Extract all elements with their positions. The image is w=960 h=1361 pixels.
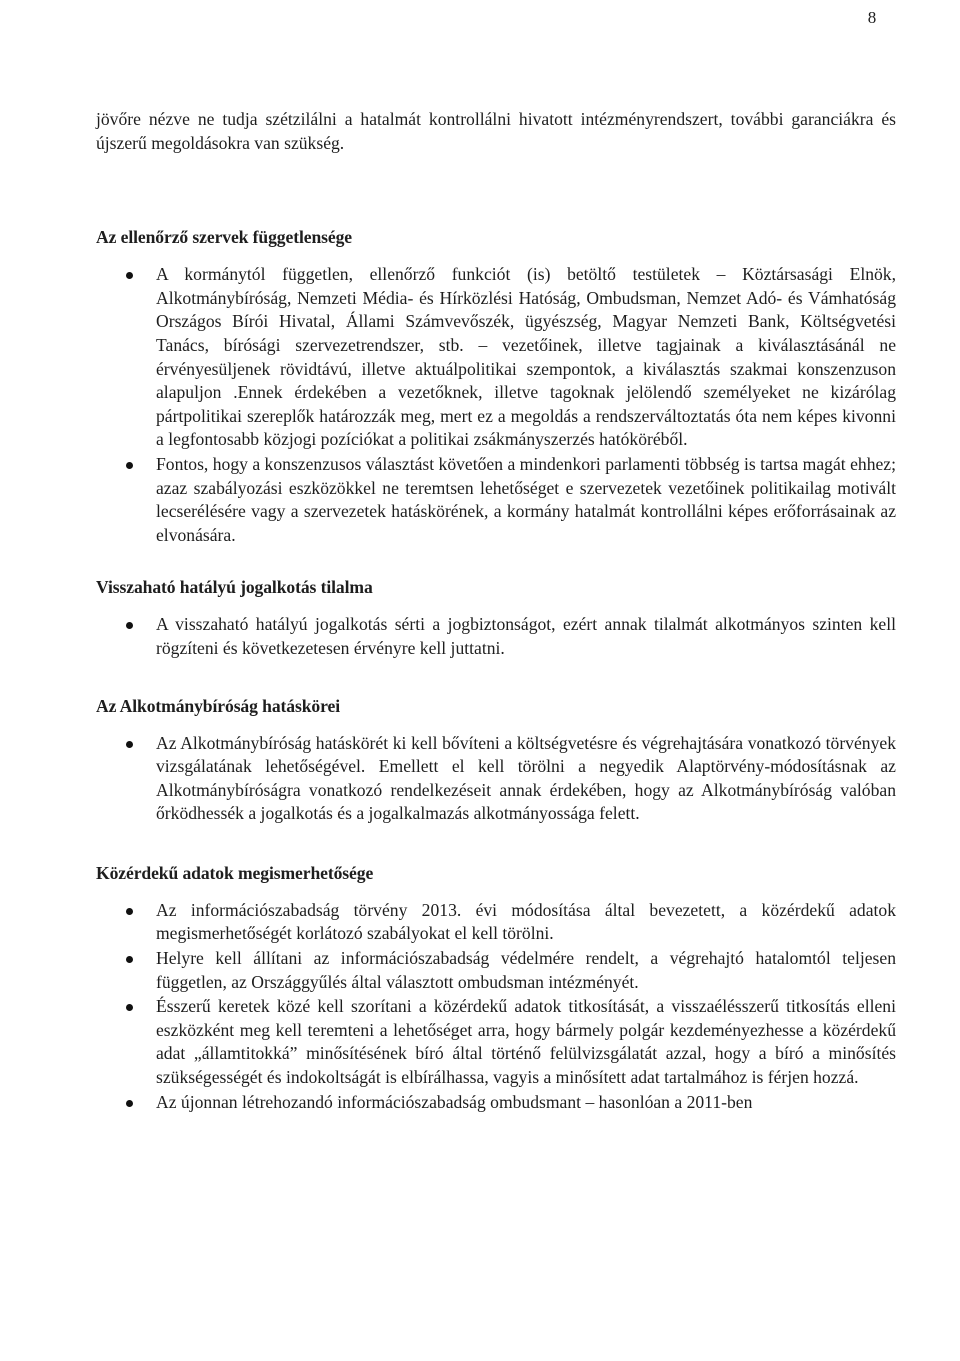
section-heading — [96, 225, 896, 249]
section-heading — [96, 694, 896, 718]
section-independence — [96, 225, 896, 547]
section-heading — [96, 861, 896, 885]
list-item — [96, 947, 896, 994]
document-body — [96, 108, 896, 1138]
bullet-list — [96, 732, 896, 826]
list-item — [96, 263, 896, 452]
section-public-data — [96, 861, 896, 1114]
list-item-text: A visszaható hatályú jogalkotás sérti a jogbiztonságot, ezért annak tilalmát alkotmányos szinten kell rögzíteni és következetesen érvényre kell juttatni. — [156, 614, 896, 658]
bullet-icon — [126, 622, 133, 629]
bullet-icon — [126, 956, 133, 963]
list-item-text: Az információszabadság törvény 2013. évi módosítása által bevezetett, a közérdekű adatok megismerhetőségét korlátozó szabályokat el kell törölni. — [156, 899, 896, 944]
bullet-list — [96, 899, 896, 1114]
list-item — [96, 732, 896, 826]
list-item-text: Az Alkotmánybíróság hatáskörét ki kell bővíteni a költségvetésre és végrehajtására vonatkozó törvények vizsgálatának lehetőségével. Emellett el kell törölni a negyedik Alaptörvény-módosításnak az Alkotmánybíróságra vonatkozó rendelkezéseit annak érdekében, hogy az Alkotmánybíróság valóban őrködhessék a jogalkotás és a jogalkalmazás alkotmányossága felett. — [156, 732, 896, 824]
bullet-icon — [126, 908, 133, 915]
list-item-text: Ésszerű keretek közé kell szorítani a közérdekű adatok titkosítását, a visszaélésszerű titkosítás elleni eszközként meg kell teremteni a lehetőséget arra, hogy bármely polgár kezdeményezhesse a közérdekű adat „államtitokká” minősítésének bíró által történő felülvizsgálatát azzal, hogy a bíró a minősítés szükségességét és indokoltságát is elbírálhassa, vagyis a minősített adat tartalmához is férjen hozzá. — [156, 996, 896, 1088]
list-item — [96, 613, 896, 660]
bullet-icon — [126, 1004, 133, 1011]
page-number: 8 — [867, 8, 877, 27]
bullet-icon — [126, 272, 133, 279]
list-item-text: Helyre kell állítani az információszabadság védelmére rendelt, a végrehajtó hatalomtól teljesen független, az Országgyűlés által választott ombudsman intézményét. — [156, 948, 896, 992]
list-item — [96, 453, 896, 547]
bullet-list — [96, 263, 896, 547]
bullet-icon — [126, 1100, 133, 1107]
section-heading-text: Az Alkotmánybíróság hatáskörei — [96, 695, 340, 716]
section-heading-text: Közérdekű adatok megismerhetősége — [96, 862, 374, 883]
list-item-text: Fontos, hogy a konszenzusos választást követően a mindenkori parlamenti többség is tartsa magát ehhez; azaz szabályozási eszközökkel ne teremtsen lehetőséget e szervezetek vezetőinek politikailag motivált lecserélésére vagy a szervezetek hatáskörének, a kormány hatalmát kontrollálni képes erőforrásainak az elvonására. — [156, 453, 896, 545]
intro-paragraph: jövőre nézve ne tudja szétzilálni a hatalmát kontrollálni hivatott intézményrendszert, további garanciákra és újszerű megoldásokra van szükség. — [96, 109, 896, 153]
list-item — [96, 995, 896, 1089]
list-item-text: A kormánytól független, ellenőrző funkciót (is) betöltő testületek – Köztársasági Elnök, Alkotmánybíróság, Nemzeti Média- és Hírközlési Hatóság, Ombudsman, Nemzet Adó- és Vámhatóság Országos Bírói Hivatal, Állami Számvevőszék, ügyészség, Magyar Nemzeti Bank, Költségvetési Tanács, bírósági szervezetrendszer, stb. – vezetőinek, illetve tagjainak a kiválasztásánál ne érvényesüljenek rövidtávú, illetve aktuálpolitikai szempontok, a kiválasztás szakmai konszenzuson alapuljon .Ennek érdekében a vezetőknek, illetve tagoknak jelölendő személyeket ne kizárólag pártpolitikai szereplők határozzák meg, mert ez a megoldás a rendszerváltoztatás óta nem képes kivonni a legfontosabb közjogi pozíciókat a politikai zsákmányszerzés hatóköréből. — [156, 264, 896, 450]
section-heading-text: Az ellenőrző szervek függetlensége — [96, 227, 353, 248]
list-item — [96, 1091, 896, 1115]
bullet-icon — [126, 462, 133, 469]
section-heading — [96, 575, 896, 599]
section-retroactive — [96, 575, 896, 660]
list-item — [96, 899, 896, 946]
section-heading-text: Visszaható hatályú jogalkotás tilalma — [96, 577, 373, 598]
section-constitutional-court — [96, 694, 896, 826]
list-item-text: Az újonnan létrehozandó információszabadság ombudsmant – hasonlóan a 2011-ben — [156, 1091, 753, 1112]
bullet-icon — [126, 741, 133, 748]
bullet-list — [96, 613, 896, 660]
